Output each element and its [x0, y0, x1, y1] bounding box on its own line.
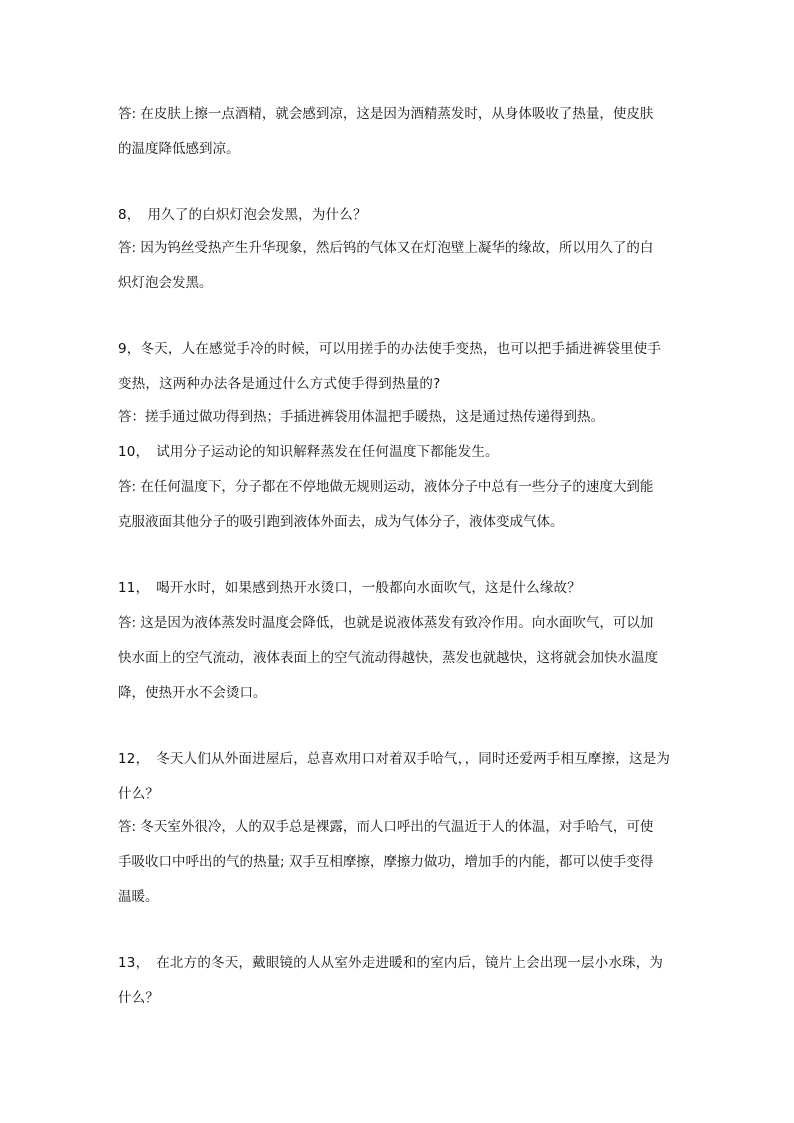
answer-12-line-3: 温暖。: [118, 889, 159, 905]
answer-11-line-1: 答: 这是因为液体蒸发时温度会降低，也就是说液体蒸发有致冷作用。向水面吹气，可以加: [118, 615, 654, 631]
question-8: 8， 用久了的白炽灯泡会发黑，为什么？: [118, 207, 367, 223]
answer-9-line-1: 答：搓手通过做功得到热；手插进裤袋用体温把手暖热，这是通过热传递得到热。: [118, 409, 604, 425]
question-9-line-2: 变热，这两种办法各是通过什么方式使手得到热量的?: [118, 376, 441, 392]
answer-12-line-2: 手吸收口中呼出的气的热量; 双手互相摩擦，摩擦力做功，增加手的内能，都可以使手变得: [118, 854, 654, 870]
question-11: 11， 喝开水时，如果感到热开水烫口，一般都向水面吹气，这是什么缘故？: [118, 580, 581, 596]
answer-7-line-2: 的温度降低感到凉。: [118, 141, 240, 157]
answer-12-line-1: 答: 冬天室外很冷，人的双手总是裸露，而人口呼出的气温近于人的体温，对手哈气，可使: [118, 819, 654, 835]
question-9-line-1: 9，冬天，人在感觉手冷的时候，可以用搓手的办法使手变热，也可以把手插进裤袋里使手: [118, 341, 662, 357]
question-12-line-1: 12， 冬天人们从外面进屋后，总喜欢用口对着双手哈气，，同时还爱两手相互摩擦，这是为: [118, 751, 671, 767]
answer-8-line-1: 答: 因为钨丝受热产生升华现象，然后钨的气体又在灯泡壁上凝华的缘故，所以用久了的白: [118, 240, 654, 256]
question-13-line-1: 13， 在北方的冬天，戴眼镜的人从室外走进暖和的室内后，镜片上会出现一层小水珠，为: [118, 955, 664, 971]
answer-10-line-1: 答: 在任何温度下，分子都在不停地做无规则运动，液体分子中总有一些分子的速度大到能: [118, 479, 654, 495]
answer-8-line-2: 炽灯泡会发黑。: [118, 275, 213, 291]
answer-11-line-3: 降，使热开水不会烫口。: [118, 685, 267, 701]
question-10: 10， 试用分子运动论的知识解释蒸发在任何温度下都能发生。: [118, 444, 499, 460]
question-13-line-2: 什么？: [118, 990, 160, 1006]
answer-10-line-2: 克服液面其他分子的吸引跑到液体外面去，成为气体分子，液体变成气体。: [118, 514, 564, 530]
question-12-line-2: 什么？: [118, 786, 160, 802]
answer-7-line-1: 答: 在皮肤上擦一点酒精，就会感到凉，这是因为酒精蒸发时，从身体吸收了热量，使皮肤: [118, 106, 654, 122]
answer-11-line-2: 快水面上的空气流动，液体表面上的空气流动得越快，蒸发也就越快，这将就会加快水温度: [118, 650, 658, 666]
